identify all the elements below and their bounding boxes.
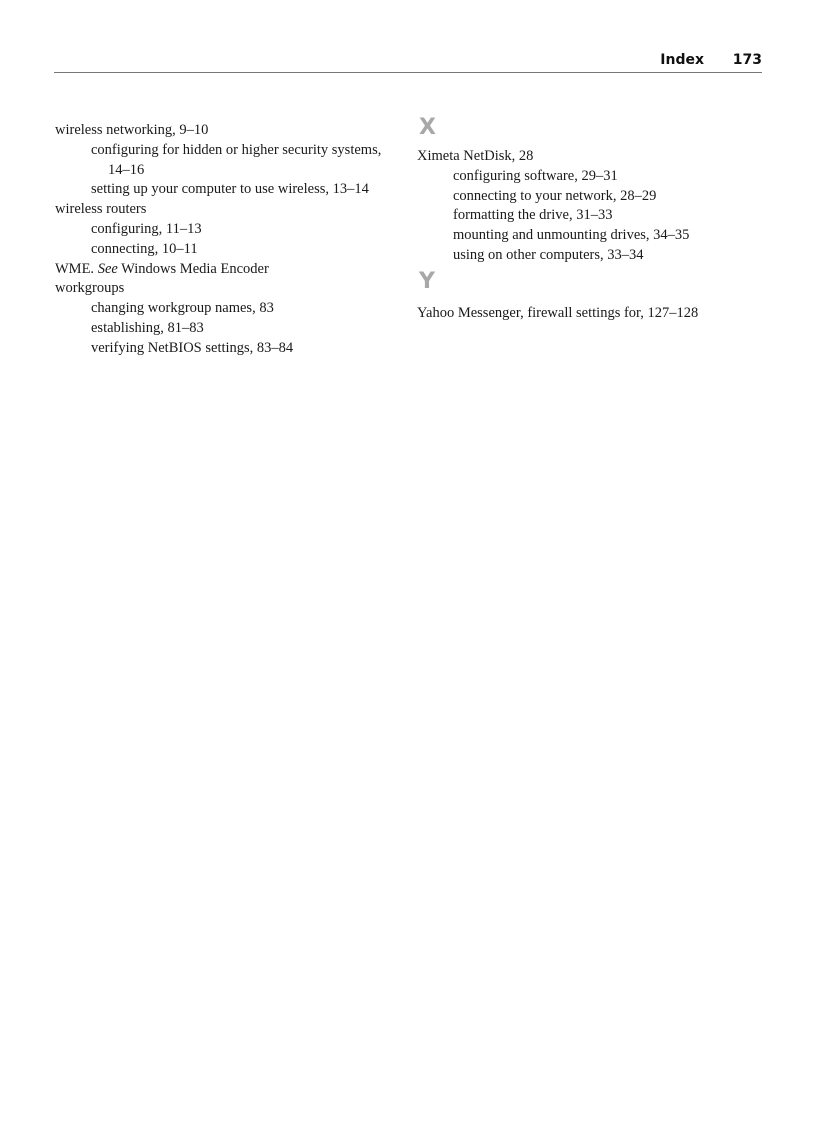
index-entry: wireless networking, 9–10 xyxy=(55,122,209,138)
index-subentry: verifying NetBIOS settings, 83–84 xyxy=(91,339,294,356)
index-subentry: mounting and unmounting drives, 34–35 xyxy=(453,227,690,244)
running-head xyxy=(54,52,762,72)
index-entry: Yahoo Messenger, firewall settings for, 127–128 xyxy=(417,304,699,321)
index-subentry: connecting to your network, 28–29 xyxy=(453,187,657,204)
index-subentry: establishing, 81–83 xyxy=(91,319,204,336)
index-entry: Ximeta NetDisk, 28 xyxy=(417,148,534,164)
section-letter-x: X xyxy=(419,115,436,140)
index-subentry: changing workgroup names, 83 xyxy=(91,300,274,317)
entry-term: WME. xyxy=(55,260,98,277)
index-subentry: formatting the drive, 31–33 xyxy=(453,207,613,224)
index-subentry: using on other computers, 33–34 xyxy=(453,246,644,263)
index-entry: wireless routers xyxy=(55,201,147,218)
index-subentry: connecting, 10–11 xyxy=(91,240,198,257)
index-entry: workgroups xyxy=(55,280,125,297)
index-subentry: configuring, 11–13 xyxy=(91,220,202,237)
index-subentry: configuring for hidden or higher security systems, 14–16 xyxy=(91,141,382,178)
index-entry-cross-reference xyxy=(55,260,385,280)
running-head-title: Index xyxy=(660,52,704,68)
reference-target: Windows Media Encoder xyxy=(117,260,269,277)
index-column-left xyxy=(55,121,385,359)
index-subentry: setting up your computer to use wireless, 13–14 xyxy=(91,181,369,198)
index-subentry: configuring software, 29–31 xyxy=(453,167,618,184)
page-number: 173 xyxy=(732,52,762,68)
section-letter-y: Y xyxy=(419,268,435,294)
header-rule xyxy=(54,72,762,73)
see-reference: See xyxy=(97,260,118,277)
index-column-right xyxy=(417,114,747,324)
